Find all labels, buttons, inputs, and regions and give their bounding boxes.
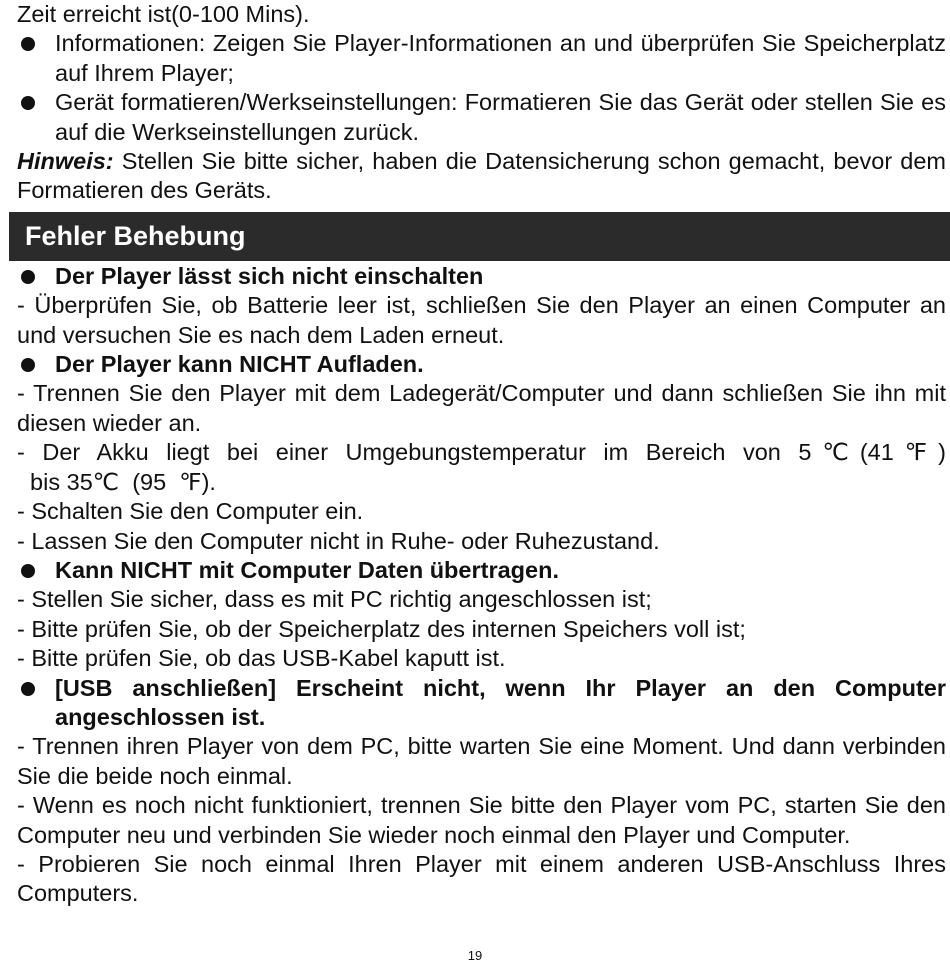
issue-text: - Stellen Sie sicher, dass es mit PC richtig angeschlossen ist; xyxy=(17,586,652,613)
issue-text: - Wenn es noch nicht funktioniert, trennen Sie bitte den Player vom PC, starten Sie den Computer neu und verbinden Sie wieder noch einmal den Player und Computer. xyxy=(17,792,946,848)
note-label: Hinweis: xyxy=(17,148,114,175)
issue-text: - Trennen Sie den Player mit dem Ladegerät/Computer und dann schließen Sie ihn mit diesen wieder an. xyxy=(17,380,946,436)
issue-text-temperature: - Der Akku liegt bei einer Umgebungstemperatur im Bereich von 5℃(41℉) xyxy=(17,439,946,466)
issue-heading-usb: [USB anschließen] Erscheint nicht, wenn Ihr Player an den Computer angeschlossen ist. xyxy=(17,674,946,733)
issue-text: - Trennen ihren Player von dem PC, bitte warten Sie eine Moment. Und dann verbinden Sie die beide noch einmal. xyxy=(17,733,946,789)
issue-text: - Schalten Sie den Computer ein. xyxy=(17,498,364,525)
note-paragraph xyxy=(17,147,946,206)
page-content xyxy=(17,0,946,909)
section-title: Fehler Behebung xyxy=(9,212,950,261)
bullet-info: Informationen: Zeigen Sie Player-Informationen an und überprüfen Sie Speicherplatz auf Ihrem Player; xyxy=(17,29,946,88)
issue-text: - Bitte prüfen Sie, ob das USB-Kabel kaputt ist. xyxy=(17,645,506,672)
issue-heading-power: Der Player lässt sich nicht einschalten xyxy=(17,262,946,291)
issue-text-temperature-cont: bis 35℃ (95 ℉). xyxy=(17,468,216,495)
note-text: Stellen Sie bitte sicher, haben die Datensicherung schon gemacht, bevor dem Formatieren des Geräts. xyxy=(17,148,946,204)
bullet-format: Gerät formatieren/Werkseinstellungen: Formatieren Sie das Gerät oder stellen Sie es auf die Werkseinstellungen zurück. xyxy=(17,88,946,147)
issue-heading-transfer: Kann NICHT mit Computer Daten übertragen. xyxy=(17,556,946,585)
issue-text: - Probieren Sie noch einmal Ihren Player mit einem anderen USB-Anschluss Ihres Computers. xyxy=(17,850,946,907)
issue-text: - Lassen Sie den Computer nicht in Ruhe- oder Ruhezustand. xyxy=(17,527,660,554)
issue-text: - Bitte prüfen Sie, ob der Speicherplatz des internen Speichers voll ist; xyxy=(17,615,746,642)
issue-text: - Überprüfen Sie, ob Batterie leer ist, schließen Sie den Player an einen Computer an und versuchen Sie es nach dem Laden erneut. xyxy=(17,292,946,348)
issue-heading-charge: Der Player kann NICHT Aufladen. xyxy=(17,350,946,379)
intro-line: Zeit erreicht ist(0-100 Mins). xyxy=(17,1,310,27)
page-number: 19 xyxy=(467,948,483,963)
